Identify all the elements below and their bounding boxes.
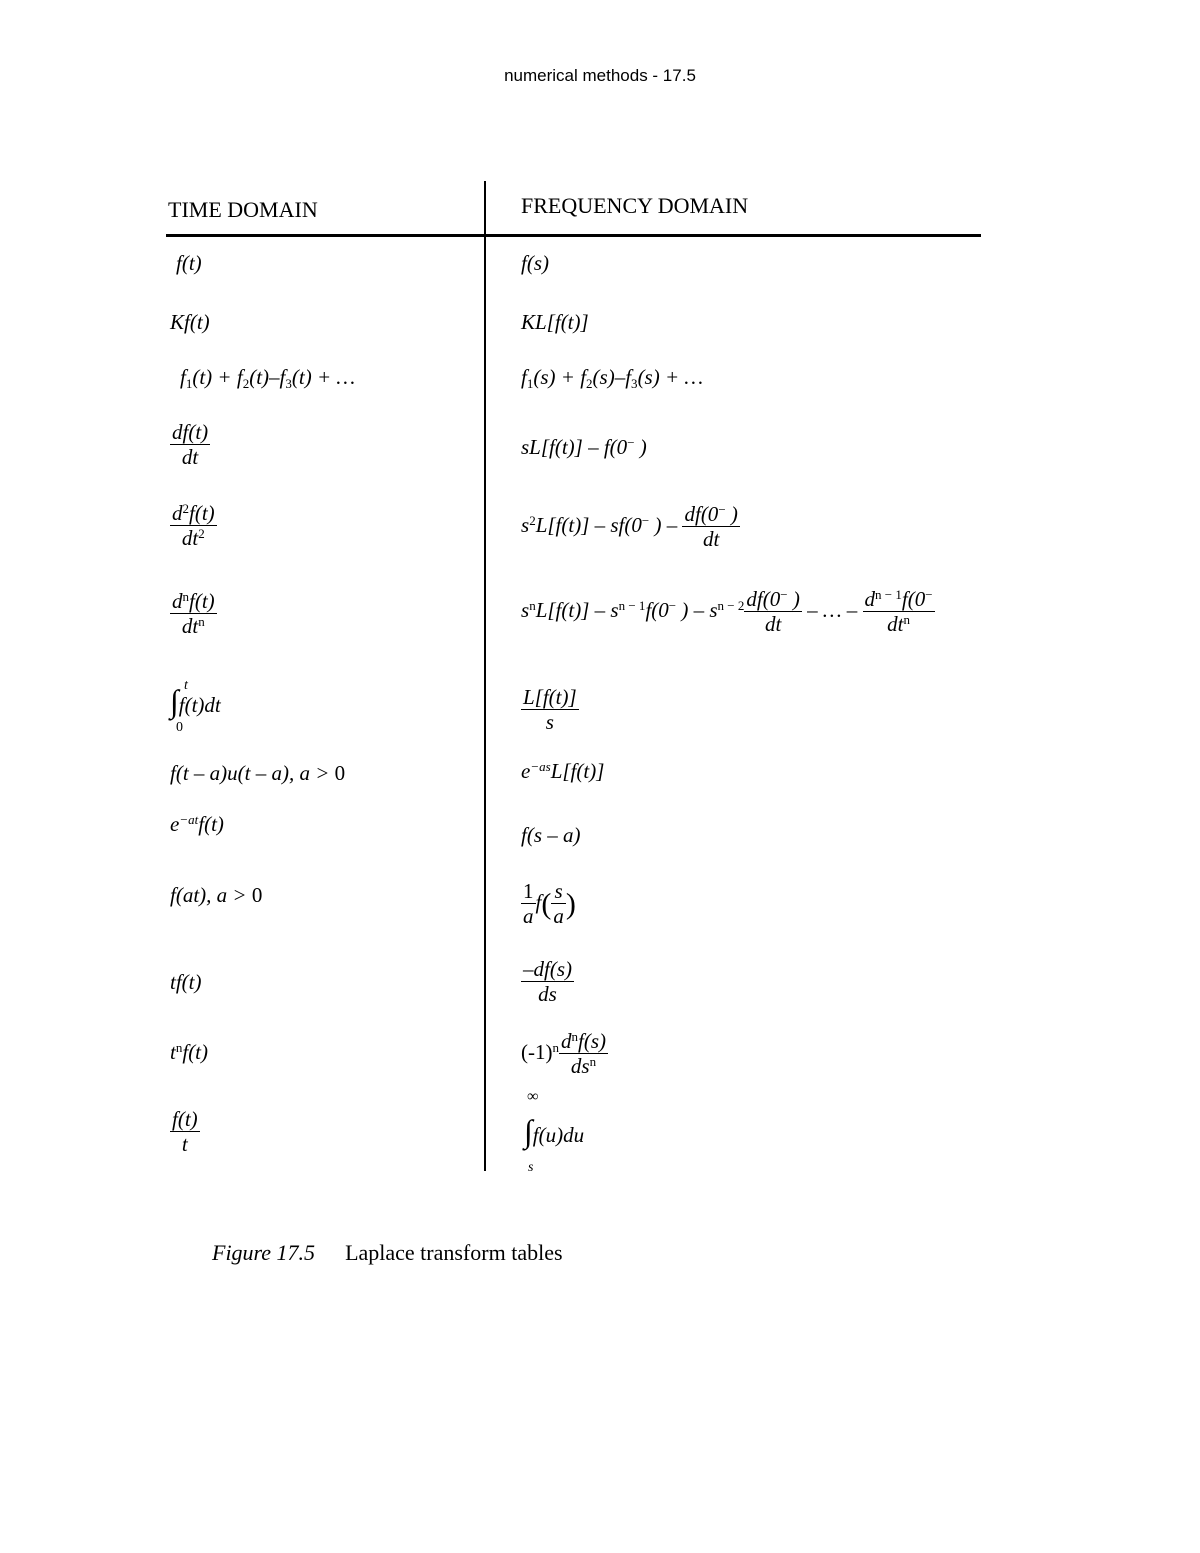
column-header-time-domain: TIME DOMAIN — [168, 197, 318, 222]
freq-expr-11: $\frac{-df(s)}{ds}$ — [523, 957, 572, 1007]
integral-lower-limit-s: s — [528, 1160, 534, 1175]
figure-caption — [212, 1240, 563, 1266]
column-header-frequency-domain: FREQUENCY DOMAIN — [521, 193, 749, 218]
time-expr-5: $\frac{d^2f(t)}{dt^2}$ — [172, 500, 215, 551]
time-expr-11: tf(t) — [170, 970, 202, 994]
page-header: numerical methods - 17.5 — [504, 66, 696, 85]
time-expr-7: ∫f(t)dt — [170, 683, 221, 719]
freq-expr-10: $\frac{1}{a}$ f( $\frac{s}{a}$ ) — [523, 879, 576, 929]
freq-expr-6: $s^nL[f(t)] - s^{n - 1}f(0^-$ ) – $s^{n - 2}$ $\frac{df(0^- )}{dt}$ – … – $\frac{d^{n - 1}f(0^-}{dt^n}$ — [521, 586, 933, 637]
freq-expr-5: $s^2L[f(t)] - sf(0^-$ ) – $\frac{df(0^- )}{dt}$ — [521, 501, 738, 552]
time-expr-10: f(at), a > 0 — [170, 883, 263, 907]
integral-upper-limit-infinity: ∞ — [527, 1088, 539, 1105]
freq-expr-12: $(-1)^n$ $\frac{d^nf(s)}{ds^n}$ — [521, 1028, 607, 1079]
freq-expr-13: ∫f(u)du — [524, 1113, 585, 1149]
freq-expr-9: f(s – a) — [521, 823, 581, 847]
freq-expr-8: $e^{-as}L[f(t)]$ — [521, 758, 605, 783]
freq-expr-2: KL[f(t)] — [521, 310, 589, 334]
time-expr-13: $\frac{f(t)}{t}$ — [172, 1107, 198, 1157]
time-expr-2: Kf(t) — [170, 310, 210, 334]
time-expr-1: f(t) — [176, 251, 202, 275]
time-expr-9: $e^{-at}f(t)$ — [170, 811, 224, 836]
freq-expr-3: $f_1(s) + f_2(s)-f_3(s)$ + … — [521, 365, 704, 391]
column-divider — [484, 181, 486, 1171]
time-expr-8: f(t – a)u(t – a), a > 0 — [170, 761, 346, 785]
figure-label: Figure 17.5 — [212, 1240, 316, 1265]
freq-expr-1: f(s) — [521, 251, 549, 275]
time-expr-4: $\frac{df(t)}{dt}$ — [172, 420, 209, 470]
freq-expr-7: $\frac{L[f(t)]}{s}$ — [523, 685, 577, 735]
freq-expr-4: sL[f(t)] – f(0− ) — [521, 434, 647, 459]
time-expr-6: $\frac{d^nf(t)}{dt^n}$ — [172, 588, 215, 639]
figure-caption-text: Laplace transform tables — [345, 1240, 563, 1265]
time-expr-12: $t^nf(t)$ — [170, 1039, 209, 1064]
integral-upper-limit-t: t — [184, 678, 188, 693]
header-rule — [166, 234, 981, 237]
integral-lower-limit-0: 0 — [176, 720, 183, 735]
time-expr-3: $f_1(t) + f_2(t)-f_3(t)$ + … — [180, 365, 356, 391]
